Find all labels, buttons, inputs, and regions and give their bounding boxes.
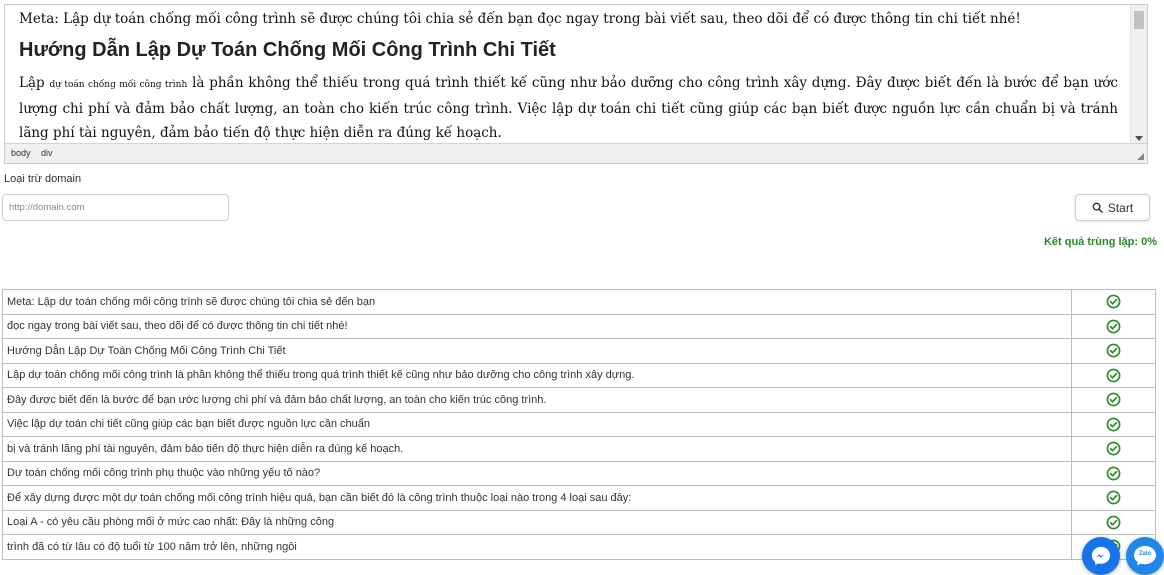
row-status-cell <box>1072 314 1156 339</box>
table-row <box>3 486 1156 511</box>
table-row <box>3 314 1156 339</box>
row-status-cell <box>1072 437 1156 462</box>
scroll-down-arrow-icon[interactable] <box>1135 136 1143 141</box>
editor-statusbar <box>5 143 1147 163</box>
row-status-cell <box>1072 412 1156 437</box>
table-row <box>3 339 1156 364</box>
check-circle-icon <box>1106 515 1121 530</box>
check-circle-icon <box>1106 466 1121 481</box>
check-circle-icon <box>1106 490 1121 505</box>
path-body[interactable]: body <box>11 148 31 158</box>
row-text: Loại A - có yêu cầu phòng mối ở mức cao nhất: Đây là những công <box>3 510 1072 535</box>
check-circle-icon <box>1106 417 1121 432</box>
row-status-cell <box>1072 339 1156 364</box>
editor-heading: Hướng Dẫn Lập Dự Toán Chống Mối Công Trình Chi Tiết <box>19 39 556 61</box>
scrollbar-thumb[interactable] <box>1134 11 1144 29</box>
duplicate-result: Kết quả trùng lặp: 0% <box>1043 236 1157 248</box>
table-row <box>3 437 1156 462</box>
zalo-label: Zalo <box>1138 551 1152 557</box>
table-row <box>3 363 1156 388</box>
row-text: Lập dự toán chống mối công trình là phần không thể thiếu trong quá trình thiết kế cũng như bảo dưỡng cho công trình xây dựng. <box>3 363 1072 388</box>
table-row <box>3 461 1156 486</box>
para-link: dự toán chống mối công trình <box>49 80 188 90</box>
exclude-domain-label: Loại trừ domain <box>4 173 82 185</box>
row-text: Meta: Lập dự toán chống mối công trình sẽ được chúng tôi chia sẻ đến bạn <box>3 290 1072 315</box>
results-table <box>2 289 1156 560</box>
editor-scrollbar[interactable] <box>1130 5 1147 145</box>
row-status-cell <box>1072 461 1156 486</box>
para-start: Lập <box>19 75 45 91</box>
check-circle-icon <box>1106 343 1121 358</box>
row-status-cell <box>1072 388 1156 413</box>
row-text: Hướng Dẫn Lập Dự Toán Chống Mối Công Trình Chi Tiết <box>3 339 1072 364</box>
zalo-button[interactable] <box>1126 537 1164 575</box>
table-row <box>3 412 1156 437</box>
table-row <box>3 510 1156 535</box>
start-button[interactable] <box>1075 194 1150 221</box>
row-text: bị và tránh lãng phí tài nguyên, đảm bảo tiến độ thực hiện diễn ra đúng kế hoạch. <box>3 437 1072 462</box>
row-text: Đây được biết đến là bước để bạn ước lượng chi phí và đảm bảo chất lượng, an toàn cho kiến trúc công trình. <box>3 388 1072 413</box>
table-row <box>3 290 1156 315</box>
editor-meta-line: Meta: Lập dự toán chống mối công trình sẽ được chúng tôi chia sẻ đến bạn đọc ngay trong bài viết sau, theo dõi để có được thông tin chi tiết nhé! <box>19 11 1021 27</box>
messenger-icon <box>1090 545 1112 567</box>
check-circle-icon <box>1106 368 1121 383</box>
row-text: Để xây dựng được một dự toán chống mối công trình hiệu quả, bạn cần biết đó là công trình thuộc loại nào trong 4 loại sau đây: <box>3 486 1072 511</box>
row-text: Việc lập dự toán chi tiết cũng giúp các bạn biết được nguồn lực cần chuẩn <box>3 412 1072 437</box>
editor-paragraph <box>19 71 1118 145</box>
row-text: trình đã có từ lâu có độ tuổi từ 100 năm trở lên, những ngôi <box>3 535 1072 560</box>
row-status-cell <box>1072 363 1156 388</box>
para-rest: là phần không thể thiếu trong quá trình thiết kế cũng như bảo dưỡng cho công trình xây dựng. Đây được biết đến là bước để bạn ước lượng chi phí và đảm bảo chất lượng, an toàn cho kiến trúc công trình. Việc lập dự toán chi tiết cũng giúp các bạn biết được nguồn lực cần chuẩn bị và tránh lãng phí tài nguyên, đảm bảo tiến độ thực hiện diễn ra đúng kế hoạch. <box>19 75 1118 141</box>
check-circle-icon <box>1106 392 1121 407</box>
row-status-cell <box>1072 290 1156 315</box>
row-text: Dự toán chống mối công trình phụ thuộc vào những yếu tố nào? <box>3 461 1072 486</box>
check-circle-icon <box>1106 294 1121 309</box>
check-circle-icon <box>1106 319 1121 334</box>
row-status-cell <box>1072 486 1156 511</box>
check-circle-icon <box>1106 441 1121 456</box>
table-row <box>3 388 1156 413</box>
row-text: đọc ngay trong bài viết sau, theo dõi để có được thông tin chi tiết nhé! <box>3 314 1072 339</box>
rich-text-editor[interactable] <box>4 4 1148 164</box>
start-button-label: Start <box>1107 200 1134 215</box>
path-div[interactable]: div <box>41 148 53 158</box>
search-icon <box>1092 202 1103 213</box>
domain-input[interactable] <box>2 194 229 221</box>
resize-grip-icon[interactable] <box>1137 153 1144 160</box>
table-row <box>3 535 1156 560</box>
messenger-button[interactable] <box>1082 537 1120 575</box>
row-status-cell <box>1072 510 1156 535</box>
editor-content[interactable] <box>5 5 1132 145</box>
